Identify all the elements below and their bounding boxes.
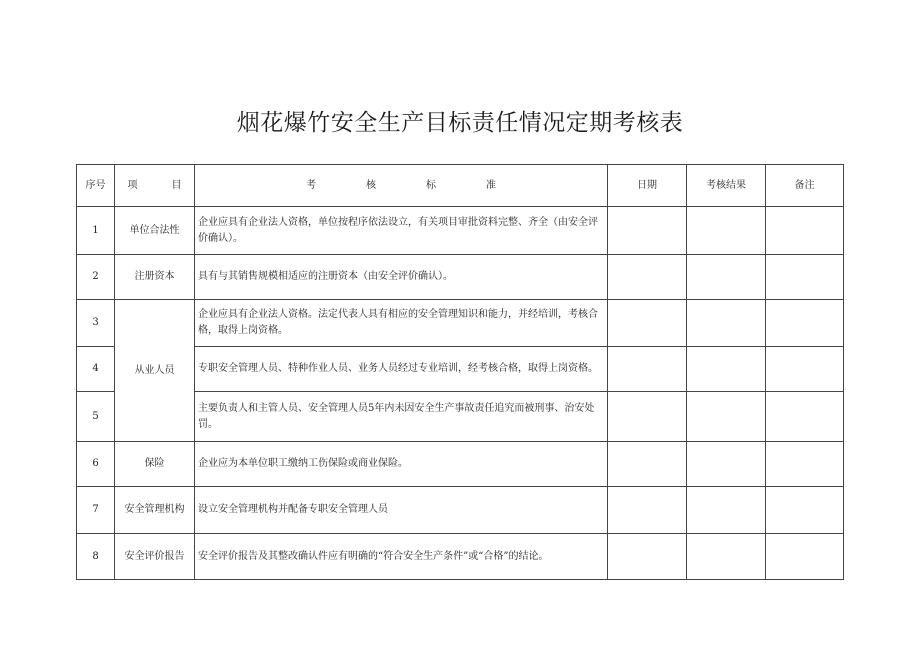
header-item	[115, 165, 195, 207]
row-seq: 4	[77, 347, 115, 392]
row-date-cell	[608, 392, 687, 442]
table-row	[77, 534, 844, 580]
row-standard: 企业应具有企业法人资格，单位按程序依法设立，有关项目审批资料完整、齐全（由安全评价确认）。	[195, 207, 608, 255]
table-row	[77, 442, 844, 487]
row-date-cell	[608, 300, 687, 347]
row-date-cell	[608, 534, 687, 580]
row-standard: 专职安全管理人员、特种作业人员、业务人员经过专业培训，经考核合格，取得上岗资格。	[195, 347, 608, 392]
row-result-cell	[687, 534, 766, 580]
row-item: 安全管理机构	[115, 487, 195, 534]
header-item-part-b: 目	[171, 179, 182, 191]
header-standard-part-1: 考	[306, 179, 316, 191]
row-standard: 企业应具有企业法人资格。法定代表人具有相应的安全管理知识和能力，并经培训，考核合格，取得上岗资格。	[195, 300, 608, 347]
row-result-cell	[687, 442, 766, 487]
row-remark-cell	[766, 347, 844, 392]
table-row	[77, 300, 844, 347]
header-standard-part-2: 核	[366, 179, 376, 191]
row-item: 注册资本	[115, 255, 195, 300]
header-standard-part-3: 标	[426, 179, 436, 191]
row-seq: 6	[77, 442, 115, 487]
row-result-cell	[687, 207, 766, 255]
row-date-cell	[608, 442, 687, 487]
row-remark-cell	[766, 392, 844, 442]
row-item: 单位合法性	[115, 207, 195, 255]
row-remark-cell	[766, 300, 844, 347]
table-header-row	[77, 165, 844, 207]
assessment-table	[76, 164, 844, 580]
row-remark-cell	[766, 487, 844, 534]
row-standard: 具有与其销售规模相适应的注册资本（由安全评价确认）。	[195, 255, 608, 300]
row-seq: 2	[77, 255, 115, 300]
row-result-cell	[687, 347, 766, 392]
header-item-part-a: 项	[127, 179, 138, 191]
row-remark-cell	[766, 442, 844, 487]
row-result-cell	[687, 487, 766, 534]
row-result-cell	[687, 392, 766, 442]
header-date: 日期	[608, 165, 687, 207]
row-seq: 3	[77, 300, 115, 347]
header-remark: 备注	[766, 165, 844, 207]
row-seq: 7	[77, 487, 115, 534]
row-result-cell	[687, 255, 766, 300]
row-remark-cell	[766, 207, 844, 255]
row-remark-cell	[766, 534, 844, 580]
row-item: 安全评价报告	[115, 534, 195, 580]
row-date-cell	[608, 255, 687, 300]
row-remark-cell	[766, 255, 844, 300]
header-result: 考核结果	[687, 165, 766, 207]
row-date-cell	[608, 347, 687, 392]
row-standard: 设立安全管理机构并配备专职安全管理人员	[195, 487, 608, 534]
row-item: 保险	[115, 442, 195, 487]
row-standard: 安全评价报告及其整改确认件应有明确的“符合安全生产条件”或“合格”的结论。	[195, 534, 608, 580]
table-row	[77, 487, 844, 534]
header-seq: 序号	[77, 165, 115, 207]
row-seq: 5	[77, 392, 115, 442]
table-row	[77, 255, 844, 300]
row-result-cell	[687, 300, 766, 347]
row-date-cell	[608, 487, 687, 534]
row-standard: 企业应为本单位职工缴纳工伤保险或商业保险。	[195, 442, 608, 487]
table-row	[77, 207, 844, 255]
row-date-cell	[608, 207, 687, 255]
header-standard-part-4: 准	[486, 179, 496, 191]
row-seq: 1	[77, 207, 115, 255]
row-seq: 8	[77, 534, 115, 580]
row-standard: 主要负责人和主管人员、安全管理人员5年内未因安全生产事故责任追究而被刑事、治安处罚。	[195, 392, 608, 442]
header-standard	[195, 165, 608, 207]
row-item-merged: 从业人员	[115, 300, 195, 442]
page-title: 烟花爆竹安全生产目标责任情况定期考核表	[236, 110, 684, 136]
